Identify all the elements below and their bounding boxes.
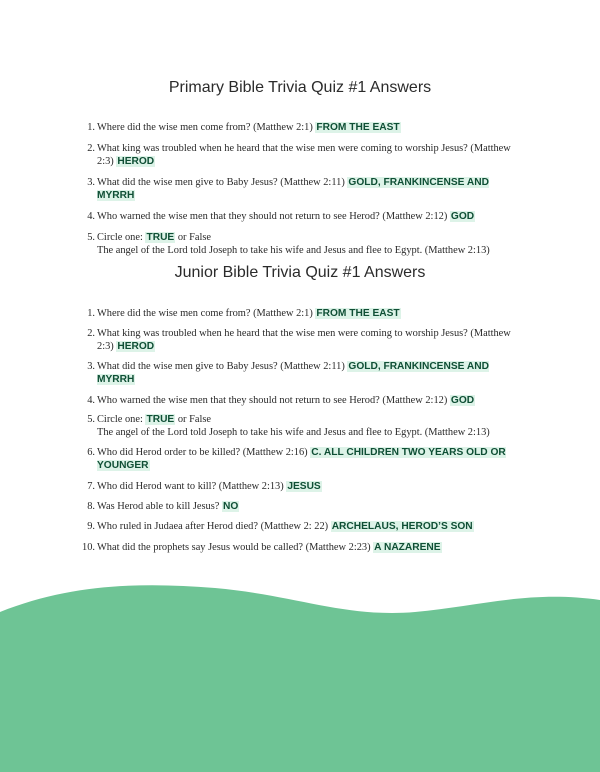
question-text: Who ruled in Judaea after Herod died? (Matthew 2: 22) xyxy=(97,521,331,532)
item-number: 4. xyxy=(87,211,95,222)
answer-text: C. ALL CHILDREN TWO YEARS OLD OR YOUNGER xyxy=(97,447,506,471)
item-number: 3. xyxy=(87,177,95,188)
answer-text: TRUE xyxy=(146,414,175,425)
answer-text: ARCHELAUS, HEROD’S SON xyxy=(331,521,473,532)
junior-answer-list xyxy=(82,307,522,561)
junior-quiz-title: Junior Bible Trivia Quiz #1 Answers xyxy=(174,264,426,281)
answer-text: A NAZARENE xyxy=(374,542,441,553)
answer-text: HEROD xyxy=(117,156,155,167)
question-text: Who did Herod want to kill? (Matthew 2:13) xyxy=(97,481,287,492)
list-item xyxy=(82,500,522,520)
question-text: What did the prophets say Jesus would be called? (Matthew 2:23) xyxy=(97,542,374,553)
item-number: 2. xyxy=(87,143,95,154)
question-text: What king was troubled when he heard that the wise men were coming to worship Jesus? (Matthew 2:3) xyxy=(97,143,511,167)
question-statement: The angel of the Lord told Joseph to take his wife and Jesus and flee to Egypt. (Matthew 2:13) xyxy=(97,245,490,256)
item-number: 5. xyxy=(87,414,95,425)
list-item xyxy=(82,413,522,446)
item-number: 7. xyxy=(87,481,95,492)
list-item xyxy=(82,541,522,561)
list-item xyxy=(82,307,522,327)
answer-text: FROM THE EAST xyxy=(316,122,400,133)
answer-text: GOLD, FRANKINCENSE AND MYRRH xyxy=(97,177,489,201)
wave-shape xyxy=(0,585,600,772)
question-text: What did the wise men give to Baby Jesus? (Matthew 2:11) xyxy=(97,177,348,188)
item-number: 3. xyxy=(87,361,95,372)
question-text: Circle one: xyxy=(97,232,146,243)
list-item xyxy=(82,446,522,480)
list-item xyxy=(82,394,522,413)
item-number: 6. xyxy=(87,447,95,458)
question-text: Where did the wise men come from? (Matthew 2:1) xyxy=(97,308,316,319)
question-text: Circle one: xyxy=(97,414,146,425)
answer-text: NO xyxy=(222,501,239,512)
answer-text: JESUS xyxy=(287,481,321,492)
list-item xyxy=(82,520,522,541)
item-number: 2. xyxy=(87,328,95,339)
question-text-false: or False xyxy=(175,414,212,425)
list-item xyxy=(82,360,522,394)
list-item xyxy=(82,121,522,142)
question-text: Was Herod able to kill Jesus? xyxy=(97,501,222,512)
answer-text: GOD xyxy=(450,211,475,222)
question-text: What did the wise men give to Baby Jesus? (Matthew 2:11) xyxy=(97,361,348,372)
item-number: 5. xyxy=(87,232,95,243)
question-text: Who did Herod order to be killed? (Matthew 2:16) xyxy=(97,447,311,458)
question-text: What king was troubled when he heard that the wise men were coming to worship Jesus? (Matthew 2:3) xyxy=(97,328,511,352)
question-text: Where did the wise men come from? (Matthew 2:1) xyxy=(97,122,316,133)
item-number: 4. xyxy=(87,395,95,406)
question-statement: The angel of the Lord told Joseph to take his wife and Jesus and flee to Egypt. (Matthew 2:13) xyxy=(97,427,490,438)
question-text: Who warned the wise men that they should not return to see Herod? (Matthew 2:12) xyxy=(97,211,450,222)
answer-text: TRUE xyxy=(146,232,175,243)
answer-text: HEROD xyxy=(117,341,155,352)
item-number: 10. xyxy=(82,542,95,553)
primary-quiz-title: Primary Bible Trivia Quiz #1 Answers xyxy=(168,79,432,96)
list-item xyxy=(82,231,522,261)
list-item xyxy=(82,176,522,210)
list-item xyxy=(82,327,522,360)
item-number: 8. xyxy=(87,501,95,512)
question-text-false: or False xyxy=(175,232,212,243)
item-number: 1. xyxy=(87,308,95,319)
question-text: Who warned the wise men that they should not return to see Herod? (Matthew 2:12) xyxy=(97,395,450,406)
answer-text: FROM THE EAST xyxy=(316,308,400,319)
primary-answer-list xyxy=(82,121,522,261)
list-item xyxy=(82,480,522,500)
item-number: 9. xyxy=(87,521,95,532)
item-number: 1. xyxy=(87,122,95,133)
list-item xyxy=(82,142,522,176)
list-item xyxy=(82,210,522,231)
answer-text: GOD xyxy=(450,395,475,406)
answer-text: GOLD, FRANKINCENSE AND MYRRH xyxy=(97,361,489,385)
